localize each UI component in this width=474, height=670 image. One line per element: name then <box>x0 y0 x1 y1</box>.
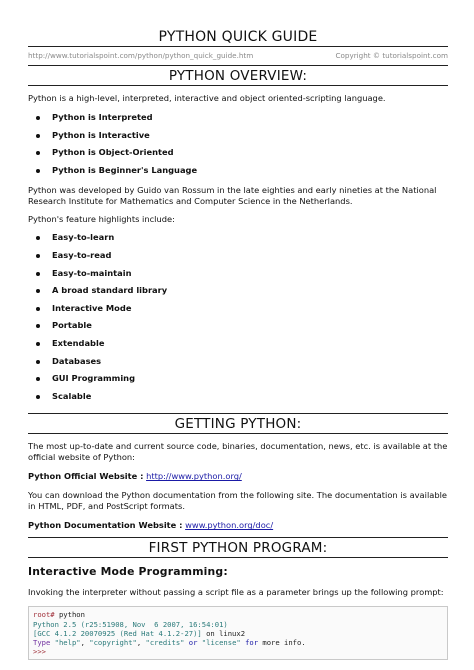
list-item: Scalable <box>28 388 448 406</box>
code-string: "copyright" <box>89 637 137 647</box>
list-item: A broad standard library <box>28 282 448 300</box>
docs-website-row <box>28 520 448 531</box>
list-item: Python is Beginner's Language <box>28 162 448 180</box>
code-command: python <box>58 610 85 620</box>
getting-heading: GETTING PYTHON: <box>28 413 448 434</box>
overview-history: Python was developed by Guido van Rossum in the late eighties and early nineties at the National Research Institute for Mathematics and Computer Science in the Netherlands. <box>28 185 437 207</box>
code-repl-prompt: >>> <box>33 647 46 657</box>
code-for-keyword: for <box>240 637 259 647</box>
code-string: "license" <box>201 637 241 647</box>
code-comma: , <box>136 637 146 647</box>
list-item: Easy-to-read <box>28 247 448 265</box>
code-gcc-line: [GCC 4.1.2 20070925 (Red Hat 4.1.2-27)] <box>33 628 202 638</box>
code-block <box>28 606 448 660</box>
code-string: "help" <box>54 637 81 647</box>
interactive-mode-heading: Interactive Mode Programming: <box>28 565 228 579</box>
official-website-row <box>28 471 448 482</box>
list-item: Easy-to-learn <box>28 229 448 247</box>
getting-intro: The most up-to-date and current source code, binaries, documentation, news, etc. is available at the official website of Python: <box>28 441 448 463</box>
list-item: Extendable <box>28 335 448 353</box>
header-meta <box>28 51 448 61</box>
list-item: Python is Object-Oriented <box>28 144 448 162</box>
docs-website-label: Python Documentation Website : <box>28 520 183 531</box>
code-or-keyword: or <box>184 637 202 647</box>
source-url-link[interactable]: http://www.tutorialspoint.com/python/python_quick_guide.htm <box>28 51 254 60</box>
code-prompt: root# <box>33 610 55 620</box>
copyright-text: Copyright © tutorialspoint.com <box>335 51 448 60</box>
page-title: PYTHON QUICK GUIDE <box>158 29 318 45</box>
code-type-keyword: Type <box>33 637 51 647</box>
official-website-label: Python Official Website : <box>28 471 144 482</box>
title-divider <box>28 46 448 47</box>
code-version-line: Python 2.5 (r25:51908, Nov 6 2007, 16:54:01) <box>33 619 228 629</box>
interactive-mode-intro: Invoking the interpreter without passing a script file as a parameter brings up the following prompt: <box>28 587 444 598</box>
list-item: Python is Interpreted <box>28 109 448 127</box>
first-program-heading: FIRST PYTHON PROGRAM: <box>28 537 448 558</box>
list-item: Portable <box>28 317 448 335</box>
code-string: "credits" <box>145 637 185 647</box>
features-list <box>28 229 448 405</box>
features-intro: Python's feature highlights include: <box>28 214 175 225</box>
code-platform: on linux2 <box>201 628 246 638</box>
list-item: Databases <box>28 353 448 371</box>
code-more-info: more info. <box>258 637 306 647</box>
list-item: Interactive Mode <box>28 300 448 318</box>
code-comma: , <box>80 637 90 647</box>
traits-list <box>28 109 448 179</box>
list-item: Python is Interactive <box>28 127 448 145</box>
official-website-link[interactable]: http://www.python.org/ <box>146 471 242 482</box>
document-page <box>28 0 448 660</box>
docs-website-link[interactable]: www.python.org/doc/ <box>185 520 274 531</box>
overview-heading: PYTHON OVERVIEW: <box>28 65 448 86</box>
docs-text: You can download the Python documentation from the following site. The documentation is available in HTML, PDF, and PostScript formats. <box>28 490 448 512</box>
overview-intro: Python is a high-level, interpreted, interactive and object oriented-scripting language. <box>28 93 386 103</box>
list-item: GUI Programming <box>28 370 448 388</box>
list-item: Easy-to-maintain <box>28 265 448 283</box>
